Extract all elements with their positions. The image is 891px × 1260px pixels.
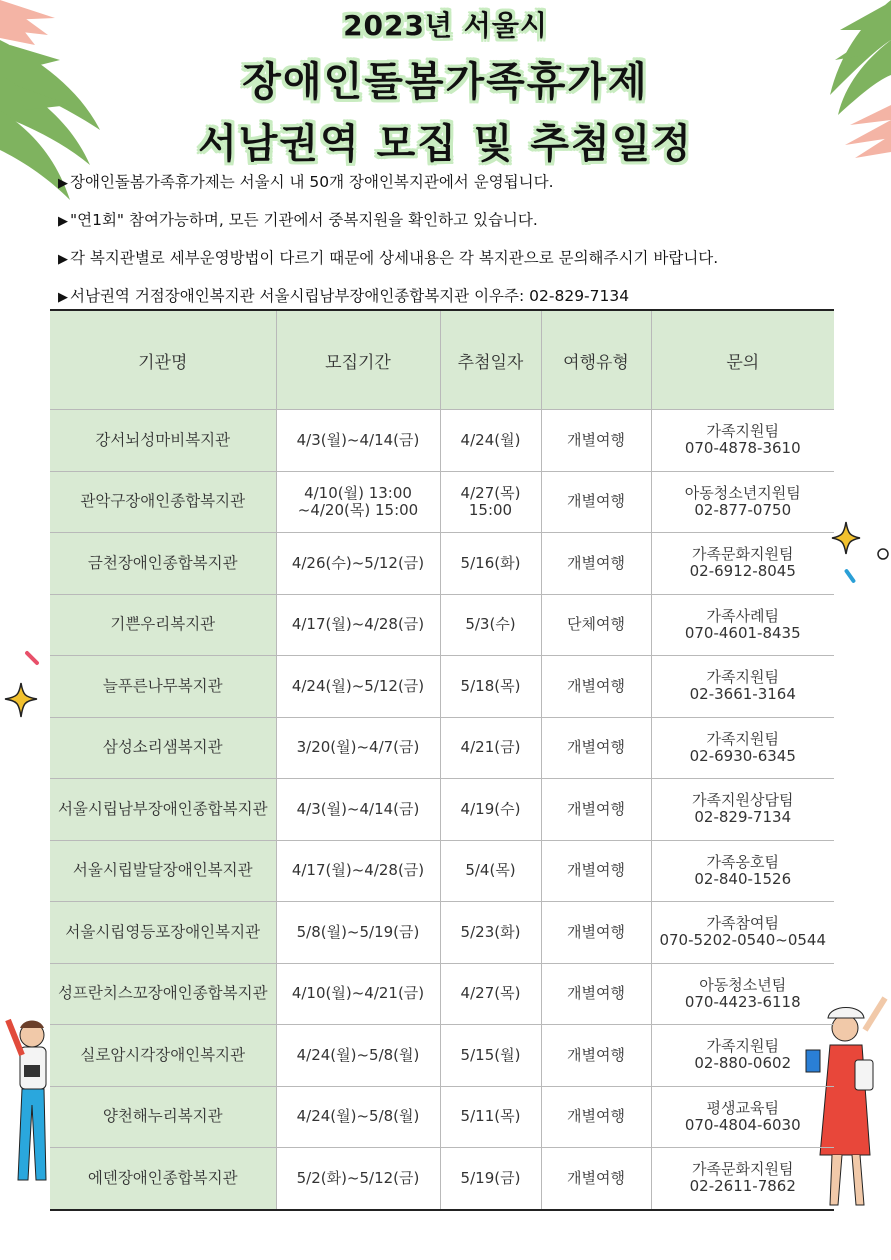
table-row <box>50 717 834 779</box>
cell-draw-date: 4/21(금) <box>440 717 541 779</box>
cell-draw-date: 4/24(월) <box>440 410 541 472</box>
cell-period: 4/3(월)~4/14(금) <box>276 779 440 841</box>
cell-institution: 금천장애인종합복지관 <box>50 533 276 595</box>
cell-trip-type: 개별여행 <box>541 1025 651 1087</box>
cell-draw-date: 5/4(목) <box>440 840 541 902</box>
cell-contact: 가족지원팀 02-3661-3164 <box>651 656 834 718</box>
table-row <box>50 471 834 533</box>
triangle-bullet-icon: ▶ <box>58 290 68 305</box>
notice-item: ▶ "연1회" 참여가능하며, 모든 기관에서 중복지원을 확인하고 있습니다. <box>58 211 538 229</box>
cell-trip-type: 단체여행 <box>541 594 651 656</box>
table-row <box>50 779 834 841</box>
cell-institution: 양천해누리복지관 <box>50 1086 276 1148</box>
cell-trip-type: 개별여행 <box>541 656 651 718</box>
cell-contact: 아동청소년지원팀 02-877-0750 <box>651 471 834 533</box>
cell-draw-date: 4/27(목) <box>440 963 541 1025</box>
table-row <box>50 1148 834 1210</box>
triangle-bullet-icon: ▶ <box>58 176 68 191</box>
cell-trip-type: 개별여행 <box>541 1086 651 1148</box>
cell-period: 5/8(월)~5/19(금) <box>276 902 440 964</box>
cell-draw-date: 4/19(수) <box>440 779 541 841</box>
title-year: 2023년 서울시 <box>343 9 548 42</box>
cell-draw-date: 5/3(수) <box>440 594 541 656</box>
cell-institution: 서울시립남부장애인종합복지관 <box>50 779 276 841</box>
cell-institution: 실로암시각장애인복지관 <box>50 1025 276 1087</box>
column-header: 문의 <box>651 310 834 410</box>
cell-period: 4/10(월)~4/21(금) <box>276 963 440 1025</box>
cell-contact: 가족지원팀 070-4878-3610 <box>651 410 834 472</box>
column-header: 모집기간 <box>276 310 440 410</box>
cell-contact: 가족문화지원팀 02-2611-7862 <box>651 1148 834 1210</box>
sparkle-icon <box>830 520 891 590</box>
table-row <box>50 840 834 902</box>
cell-institution: 성프란치스꼬장애인종합복지관 <box>50 963 276 1025</box>
cell-institution: 강서뇌성마비복지관 <box>50 410 276 472</box>
schedule-table <box>50 309 834 1211</box>
sparkle-icon <box>2 645 48 725</box>
notice-item: ▶ 서남권역 거점장애인복지관 서울시립남부장애인종합복지관 이우주: 02-829-7134 <box>58 287 630 305</box>
cell-trip-type: 개별여행 <box>541 779 651 841</box>
cell-trip-type: 개별여행 <box>541 1148 651 1210</box>
cell-period: 4/3(월)~4/14(금) <box>276 410 440 472</box>
cell-contact: 가족지원상담팀 02-829-7134 <box>651 779 834 841</box>
cell-institution: 삼성소리샘복지관 <box>50 717 276 779</box>
cell-period: 4/24(월)~5/12(금) <box>276 656 440 718</box>
cell-draw-date: 5/18(목) <box>440 656 541 718</box>
cell-institution: 에덴장애인종합복지관 <box>50 1148 276 1210</box>
traveler-illustration <box>0 1010 52 1190</box>
column-header: 기관명 <box>50 310 276 410</box>
cell-trip-type: 개별여행 <box>541 840 651 902</box>
cell-trip-type: 개별여행 <box>541 410 651 472</box>
table-row <box>50 410 834 472</box>
cell-period: 4/24(월)~5/8(월) <box>276 1086 440 1148</box>
cell-period: 4/10(월) 13:00 ~4/20(목) 15:00 <box>276 471 440 533</box>
cell-contact: 가족문화지원팀 02-6912-8045 <box>651 533 834 595</box>
table-row <box>50 1025 834 1087</box>
cell-contact: 가족옹호팀 02-840-1526 <box>651 840 834 902</box>
cell-contact: 가족지원팀 02-880-0602 <box>651 1025 834 1087</box>
table-row <box>50 1086 834 1148</box>
cell-period: 4/26(수)~5/12(금) <box>276 533 440 595</box>
cell-draw-date: 4/27(목) 15:00 <box>440 471 541 533</box>
triangle-bullet-icon: ▶ <box>58 214 68 229</box>
cell-draw-date: 5/19(금) <box>440 1148 541 1210</box>
cell-draw-date: 5/15(월) <box>440 1025 541 1087</box>
cell-draw-date: 5/11(목) <box>440 1086 541 1148</box>
table-row <box>50 902 834 964</box>
cell-institution: 관악구장애인종합복지관 <box>50 471 276 533</box>
table-row <box>50 963 834 1025</box>
cell-draw-date: 5/16(화) <box>440 533 541 595</box>
cell-draw-date: 5/23(화) <box>440 902 541 964</box>
cell-contact: 평생교육팀 070-4804-6030 <box>651 1086 834 1148</box>
cell-contact: 가족참여팀 070-5202-0540~0544 <box>651 902 834 964</box>
column-header: 추첨일자 <box>440 310 541 410</box>
cell-trip-type: 개별여행 <box>541 717 651 779</box>
cell-period: 5/2(화)~5/12(금) <box>276 1148 440 1210</box>
cell-period: 4/17(월)~4/28(금) <box>276 840 440 902</box>
table-row <box>50 594 834 656</box>
cell-trip-type: 개별여행 <box>541 902 651 964</box>
table-header-row <box>50 310 834 410</box>
cell-institution: 서울시립영등포장애인복지관 <box>50 902 276 964</box>
column-header: 여행유형 <box>541 310 651 410</box>
page-title: 장애인돌봄가족휴가제 <box>242 59 649 105</box>
cell-period: 4/24(월)~5/8(월) <box>276 1025 440 1087</box>
cell-period: 4/17(월)~4/28(금) <box>276 594 440 656</box>
cell-institution: 서울시립발달장애인복지관 <box>50 840 276 902</box>
table-row <box>50 656 834 718</box>
cell-period: 3/20(월)~4/7(금) <box>276 717 440 779</box>
cell-institution: 늘푸른나무복지관 <box>50 656 276 718</box>
notice-item: ▶ 장애인돌봄가족휴가제는 서울시 내 50개 장애인복지관에서 운영됩니다. <box>58 173 554 191</box>
page-subtitle: 서남권역 모집 및 추첨일정 <box>198 121 693 167</box>
cell-contact: 아동청소년팀 070-4423-6118 <box>651 963 834 1025</box>
cell-contact: 가족사례팀 070-4601-8435 <box>651 594 834 656</box>
cell-trip-type: 개별여행 <box>541 533 651 595</box>
cell-contact: 가족지원팀 02-6930-6345 <box>651 717 834 779</box>
notice-item: ▶ 각 복지관별로 세부운영방법이 다르기 때문에 상세내용은 각 복지관으로 문의해주시기 바랍니다. <box>58 249 719 267</box>
cell-institution: 기쁜우리복지관 <box>50 594 276 656</box>
table-row <box>50 533 834 595</box>
cell-trip-type: 개별여행 <box>541 471 651 533</box>
triangle-bullet-icon: ▶ <box>58 252 68 267</box>
cell-trip-type: 개별여행 <box>541 963 651 1025</box>
notice-list <box>58 172 858 324</box>
